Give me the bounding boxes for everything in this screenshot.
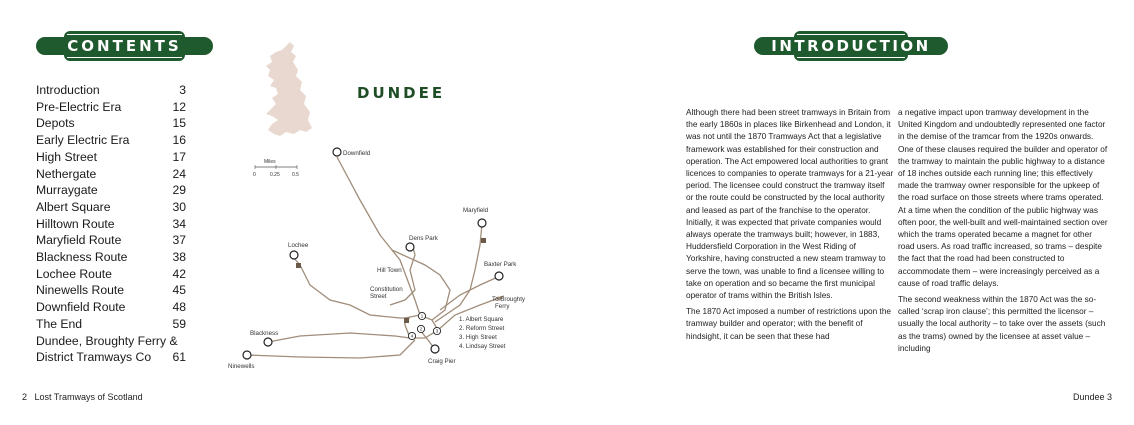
toc-entry-label: High Street (36, 149, 97, 164)
toc-entry-label: The End (36, 316, 83, 331)
book-title: Lost Tramways of Scotland (34, 392, 143, 402)
toc-entry[interactable] (36, 115, 186, 132)
toc-entry[interactable] (36, 282, 186, 299)
dundee-tram-map (220, 30, 560, 380)
toc-entry[interactable] (36, 99, 186, 116)
toc-entry-page: 24 (172, 166, 186, 181)
toc-entry-label: Nethergate (36, 166, 97, 181)
toc-entry-label: Pre-Electric Era (36, 99, 122, 114)
toc-entry-label: Depots (36, 116, 75, 131)
toc-entry[interactable] (36, 249, 186, 266)
scale-tick-025: 0.25 (270, 172, 280, 178)
toc-entry[interactable] (36, 349, 186, 366)
scale-tick-05: 0.5 (292, 172, 299, 178)
toc-entry-label: Blackness Route (36, 250, 128, 265)
right-footer: Dundee 3 (1072, 392, 1112, 402)
marker-4: 4 (410, 333, 414, 339)
stop-craig-pier (431, 345, 439, 353)
contents-heading-badge (36, 31, 213, 61)
introduction-heading-badge (754, 31, 948, 61)
toc-entry-page: 37 (172, 233, 186, 248)
marker-2: 2 (419, 326, 423, 332)
toc-entry-label: Introduction (36, 83, 100, 97)
toc-entry-label: Dundee, Broughty Ferry & (36, 333, 178, 348)
label-lochee: Lochee (288, 242, 309, 249)
stop-maryfield (478, 219, 486, 227)
toc-entry-page: 30 (172, 199, 186, 214)
scale-tick-0: 0 (253, 172, 256, 178)
stop-baxter-park (495, 272, 503, 280)
route-blackness (268, 333, 410, 342)
label-ninewells: Ninewells (228, 363, 255, 370)
toc-entry-label: District Tramways Co (36, 350, 152, 365)
map-title: DUNDEE (357, 84, 446, 102)
toc-entry-page: 48 (172, 300, 186, 315)
toc-entry-label: Ninewells Route (36, 283, 125, 298)
intro-paragraph: The 1870 Act imposed a number of restrictions upon the tramway builder and operator; with the benefit of hindsight, it can be seen that these had (686, 307, 891, 341)
legend-1: 1. Albert Square (459, 316, 504, 323)
toc-entry-page: 16 (172, 133, 186, 148)
toc-entry[interactable] (36, 166, 186, 183)
toc-entry-page: 42 (172, 266, 186, 281)
toc-entry-label: Albert Square (36, 199, 111, 214)
intro-paragraph: a negative impact upon tramway development in the United Kingdom and undoubtedly represented one factor in the demise of the tramcar from the 1920s onwards. One of these clauses required the builder and operator of the tramway to maintain the public highway to a distance of 18 inches outside each running line; this effectively made the tramway owner responsible for the upkeep of the road surface on those streets where trams operated. At a time when the condition of the public highway was often poor, the well-built and well-maintained section over which the trams operated became a magnet for other road users. As road traffic increased, so trams – despite the fact that the road had been constructed to accommodate them – were increasingly perceived as a cause of road traffic delays. (898, 108, 1108, 288)
toc-entry[interactable] (36, 199, 186, 216)
toc-entry[interactable] (36, 82, 186, 99)
stop-lochee (290, 251, 298, 259)
contents-heading: CONTENTS (67, 37, 182, 55)
left-page-number: 2 (22, 392, 28, 402)
intro-paragraph: Although there had been street tramways in Britain from the early 1860s in places like Birkenhead and London, it was not until the 1870 Tramways Act that a legislative framework was established for their construction and operation. The Act empowered local authorities to grant licences to companies to operate tramways for a 21-year period. The licensee could construct the tramway itself or the route could be constructed by the local authority and leased as part of the franchise to the operator. Initially, it was expected that private companies would always operate the tramways built; however, in 1883, Huddersfield Corporation in the West Riding of Yorkshire, having constructed a new steam tramway to serve the town, was unable to find a licensee willing to take on operation and so became the first municipal operator of trams within the British Isles. (686, 108, 894, 301)
toc-entry[interactable] (36, 299, 186, 316)
left-footer (22, 392, 143, 402)
toc-entry-label: Downfield Route (36, 300, 126, 315)
stop-ninewells (243, 351, 251, 359)
toc-entry[interactable] (36, 132, 186, 149)
intro-paragraph: The second weakness within the 1870 Act was the so-called ‘scrap iron clause’; this permitted the licensor – usually the local authority – to take over the assets (such as the trams) owned by the licensee at asset value – including (898, 295, 1106, 353)
label-downfield: Downfield (343, 150, 371, 157)
depot-maryfield (481, 238, 486, 243)
toc-entry[interactable] (36, 232, 186, 249)
label-baxter-park: Baxter Park (484, 261, 517, 268)
toc-entry-page: 45 (172, 283, 186, 298)
toc-entry-page: 17 (172, 149, 186, 164)
label-street: Street (370, 293, 387, 300)
stop-downfield (333, 148, 341, 156)
intro-column-1 (686, 107, 894, 347)
toc-entry-label: Maryfield Route (36, 233, 122, 248)
toc-entry-page: 38 (172, 250, 186, 265)
introduction-heading: INTRODUCTION (771, 37, 931, 55)
stop-blackness (264, 338, 272, 346)
toc-entry-page: 12 (172, 99, 186, 114)
marker-1: 1 (420, 313, 424, 319)
label-dens-park: Dens Park (409, 235, 438, 242)
intro-column-2 (898, 107, 1110, 359)
toc-entry-label: Lochee Route (36, 266, 112, 281)
label-craig-pier: Craig Pier (428, 358, 456, 365)
legend-3: 3. High Street (459, 334, 497, 341)
stop-dens-park (406, 243, 414, 251)
label-hill-town: Hill Town (377, 267, 402, 274)
scale-label: Miles (264, 159, 276, 165)
toc-entry[interactable] (36, 216, 186, 233)
toc-entry-label: Hilltown Route (36, 216, 115, 231)
toc-entry-page: 59 (172, 316, 186, 331)
label-broughty-1: To Broughty (492, 296, 526, 303)
toc-entry[interactable] (36, 266, 186, 283)
toc-entry[interactable] (36, 182, 186, 199)
toc-entry-page: 34 (172, 216, 186, 231)
legend-2: 2. Reform Street (459, 325, 505, 332)
depot-lochee (296, 263, 301, 268)
table-of-contents (36, 82, 186, 366)
label-blackness: Blackness (250, 330, 279, 337)
toc-entry[interactable] (36, 333, 186, 350)
toc-entry-label: Early Electric Era (36, 133, 130, 148)
toc-entry-page: 61 (172, 350, 186, 365)
toc-entry-label: Murraygate (36, 183, 98, 198)
marker-3: 3 (435, 328, 439, 334)
toc-entry-page: 3 (179, 83, 186, 97)
label-maryfield: Maryfield (463, 207, 489, 214)
legend-4: 4. Lindsay Street (459, 343, 506, 350)
uk-silhouette (266, 42, 312, 136)
toc-entry[interactable] (36, 316, 186, 333)
label-constitution: Constitution (370, 286, 403, 293)
label-broughty-2: Ferry (495, 303, 510, 310)
depot-centre (404, 318, 409, 323)
toc-entry-page: 15 (172, 116, 186, 131)
toc-entry[interactable] (36, 149, 186, 166)
toc-entry-page: 29 (172, 183, 186, 198)
